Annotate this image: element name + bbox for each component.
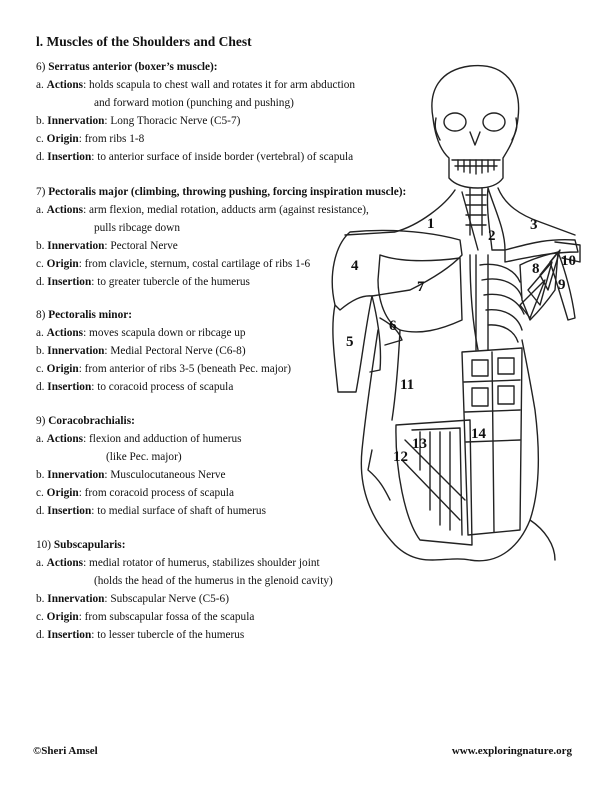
section-heading: Pectoralis minor:: [48, 309, 133, 321]
diagram-label-8: 8: [532, 261, 540, 277]
ribcage: [470, 255, 524, 350]
section-pectoralis-minor: 8) Pectoralis minor: a. Actions: moves scapula down or ribcage up b. Innervation: Medial Pectoral Nerve (C6-8) c. Origin: from anterior of ribs 3-5 (beneath Pec. major) d. Insertion: to coracoid process of scapula: [36, 309, 292, 393]
diagram-label-7: 7: [417, 279, 425, 295]
diagram-label-10: 10: [561, 253, 576, 269]
muscle-5-shape: [370, 296, 381, 372]
skull-drawing: [432, 66, 519, 188]
diagram-label-1: 1: [427, 216, 435, 232]
section-pectoralis-major: 7) Pectoralis major (climbing, throwing pushing, forcing inspiration muscle): a. Actions: arm flexion, medial rotation, adducts arm (against resistance), pulls ribcage down b. Innervation: Pectoral Nerve c. Origin: from clavicle, sternum, costal cartilage of ribs 1-6 d. Insertion: to greater tubercle of the humerus: [36, 186, 407, 288]
trapezius-outline: [345, 190, 455, 235]
diagram-label-14: 14: [471, 426, 486, 442]
section-subscapularis: 10) Subscapularis: a. Actions: medial rotator of humerus, stabilizes shoulder joint (holds the head of the humerus in the glenoid cavity) b. Innervation: Subscapular Nerve (C5-6) c. Origin: from subscapular fossa of the scapula d. Insertion: to lesser tubercle of the humerus: [36, 539, 333, 641]
diagram-label-5: 5: [346, 334, 354, 350]
diagram-label-2: 2: [488, 228, 496, 244]
page-title: l. Muscles of the Shoulders and Chest: [36, 34, 252, 49]
section-coracobrachialis: 9) Coracobrachialis: a. Actions: flexion and adduction of humerus (like Pec. major) b. Innervation: Musculocutaneous Nerve c. Origin: from coracoid process of scapula d. Insertion: to medial surface of shaft of humerus: [36, 415, 266, 517]
section-heading: Subscapularis:: [53, 539, 126, 551]
iliac-hint: [368, 450, 390, 500]
cervical-spine: [466, 188, 486, 235]
section-heading: Pectoralis major (climbing, throwing pushing, forcing inspiration muscle):: [48, 186, 407, 198]
diagram-label-13: 13: [412, 436, 427, 452]
diagram-label-4: 4: [351, 258, 359, 274]
copyright-notice: ©Sheri Amsel: [33, 745, 98, 757]
oblique-cutaway: [396, 420, 472, 545]
muscle-11-region: [392, 330, 400, 420]
section-heading: Coracobrachialis:: [48, 415, 135, 427]
section-serratus-anterior: 6) Serratus anterior (boxer’s muscle): a. Actions: holds scapula to chest wall and rotates it for arm abduction and forward motion (punching and pushing) b. Innervation: Long Thoracic Nerve (C5-7) c. Origin: from ribs 1-8 d. Insertion: to anterior surface of inside border (vertebral) of scapula: [36, 61, 356, 163]
website-link[interactable]: www.exploringnature.org: [451, 745, 572, 757]
muscle-8-shape: [520, 250, 560, 318]
diagram-label-3: 3: [530, 217, 538, 233]
diagram-label-11: 11: [400, 377, 415, 393]
diagram-label-12: 12: [393, 449, 408, 465]
section-heading: Serratus anterior (boxer’s muscle):: [48, 61, 218, 73]
diagram-label-9: 9: [558, 277, 566, 293]
pelvis-hint: [530, 520, 555, 560]
diagram-label-6: 6: [389, 318, 397, 334]
